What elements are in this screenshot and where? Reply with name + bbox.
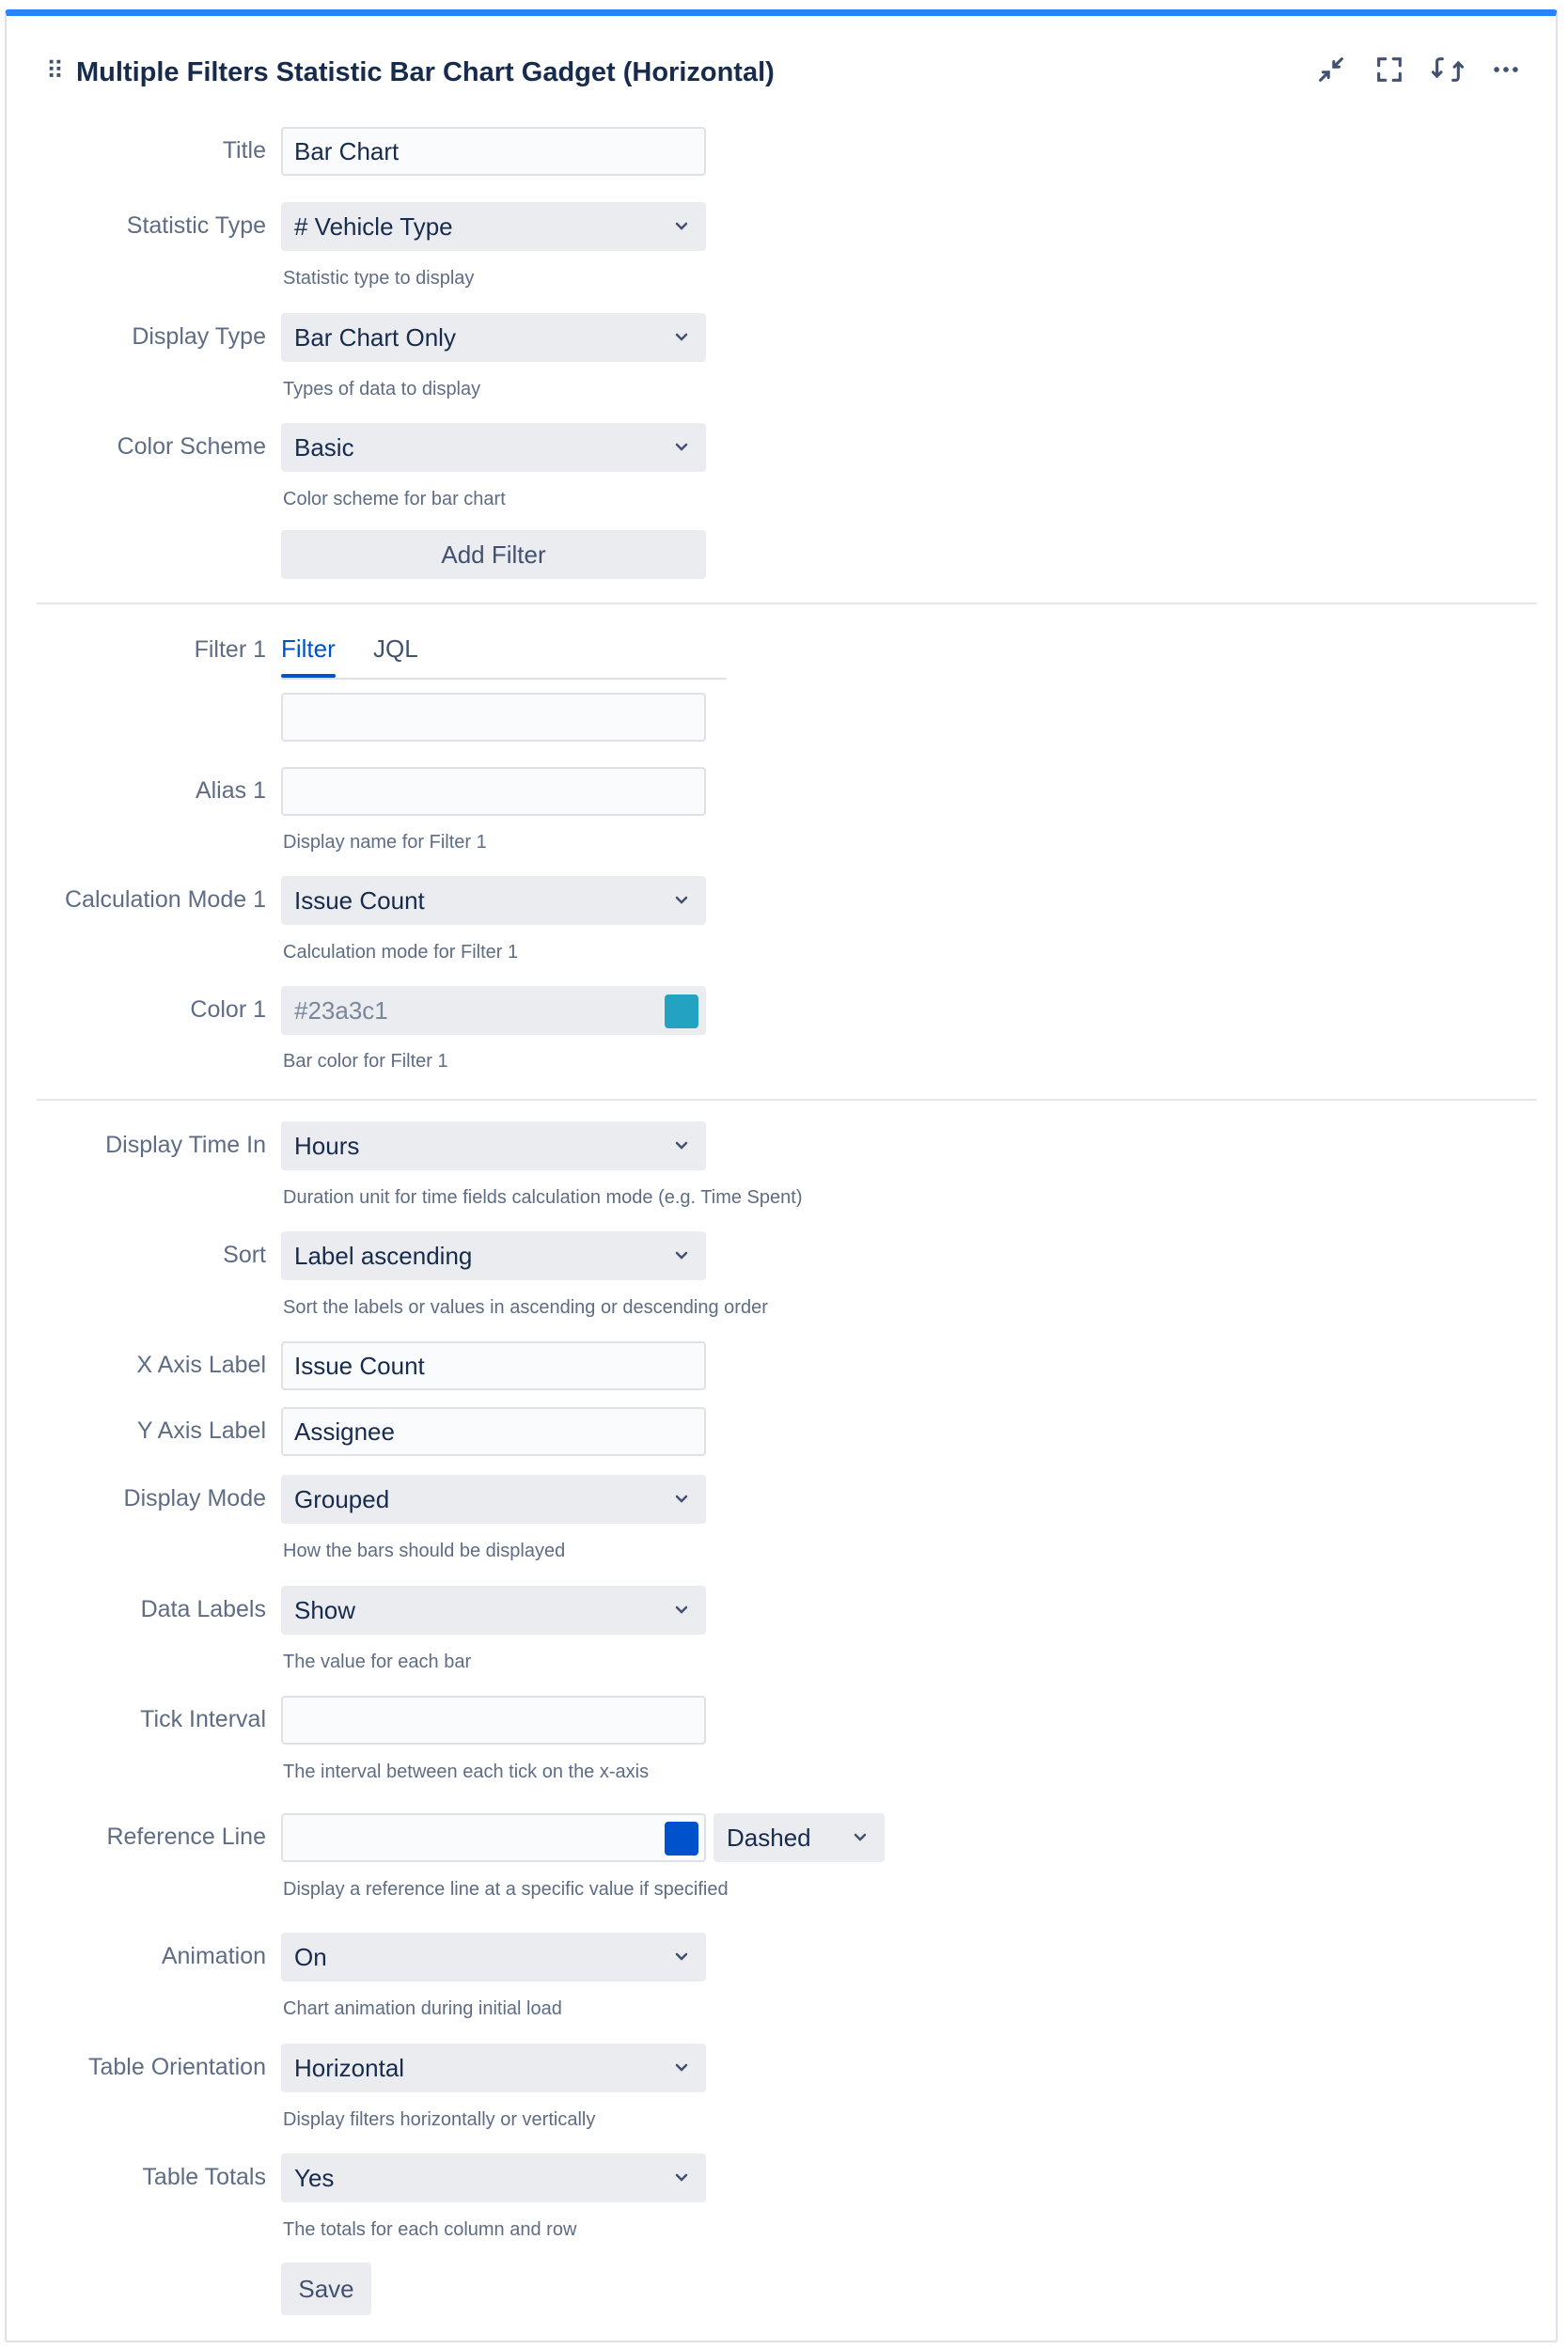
reference-line-label: Reference Line bbox=[106, 1824, 266, 1850]
tick-interval-input[interactable] bbox=[281, 1696, 706, 1745]
reference-line-help: Display a reference line at a specific value if specified bbox=[283, 1879, 729, 1900]
color-1-swatch[interactable] bbox=[665, 994, 698, 1028]
sort-label: Sort bbox=[223, 1242, 266, 1268]
display-mode-select[interactable] bbox=[281, 1475, 706, 1524]
display-mode-value: Grouped bbox=[294, 1484, 390, 1513]
color-scheme-label: Color Scheme bbox=[117, 433, 266, 460]
divider bbox=[37, 603, 1537, 604]
sort-select[interactable] bbox=[281, 1231, 706, 1280]
calculation-mode-1-select[interactable] bbox=[281, 876, 706, 925]
animation-help: Chart animation during initial load bbox=[283, 1998, 562, 2019]
chevron-down-icon bbox=[672, 2169, 691, 2187]
color-1-label: Color 1 bbox=[190, 996, 266, 1023]
filter-tabs bbox=[281, 634, 727, 680]
chevron-down-icon bbox=[672, 1136, 691, 1155]
calculation-mode-1-value: Issue Count bbox=[294, 885, 425, 915]
chevron-down-icon bbox=[672, 217, 691, 236]
reference-line-style-value: Dashed bbox=[727, 1823, 811, 1852]
color-scheme-select[interactable] bbox=[281, 423, 706, 472]
table-totals-value: Yes bbox=[294, 2163, 335, 2192]
color-1-placeholder: #23a3c1 bbox=[294, 995, 388, 1025]
add-filter-button[interactable]: Add Filter bbox=[281, 530, 706, 579]
data-labels-help: The value for each bar bbox=[283, 1652, 472, 1672]
chevron-down-icon bbox=[672, 1246, 691, 1265]
statistic-type-value: # Vehicle Type bbox=[294, 211, 453, 241]
drag-handle-icon[interactable]: ⠿ bbox=[46, 56, 62, 85]
gadget-panel bbox=[5, 9, 1558, 2342]
reference-line-color-swatch[interactable] bbox=[665, 1822, 698, 1856]
statistic-type-select[interactable] bbox=[281, 202, 706, 251]
alias-1-label: Alias 1 bbox=[195, 777, 266, 804]
animation-label: Animation bbox=[161, 1943, 266, 1969]
sort-help: Sort the labels or values in ascending or descending order bbox=[283, 1297, 768, 1318]
chevron-down-icon bbox=[672, 1948, 691, 1966]
reference-line-input[interactable] bbox=[281, 1813, 706, 1862]
x-axis-label-label: X Axis Label bbox=[136, 1352, 266, 1378]
data-labels-value: Show bbox=[294, 1595, 356, 1624]
chevron-down-icon bbox=[672, 328, 691, 347]
data-labels-select[interactable] bbox=[281, 1586, 706, 1635]
filter-1-label: Filter 1 bbox=[194, 636, 266, 663]
color-scheme-help: Color scheme for bar chart bbox=[283, 489, 506, 509]
display-type-help: Types of data to display bbox=[283, 379, 481, 399]
display-time-in-value: Hours bbox=[294, 1131, 360, 1160]
fullscreen-icon[interactable] bbox=[1373, 54, 1405, 86]
calculation-mode-1-label: Calculation Mode 1 bbox=[64, 886, 266, 913]
alias-1-help: Display name for Filter 1 bbox=[283, 832, 487, 853]
display-type-select[interactable] bbox=[281, 313, 706, 362]
divider bbox=[37, 1099, 1537, 1101]
filter-picker-input[interactable] bbox=[281, 693, 706, 742]
animation-value: On bbox=[294, 1942, 327, 1971]
y-axis-label-label: Y Axis Label bbox=[136, 1417, 266, 1444]
alias-1-input[interactable] bbox=[281, 767, 706, 816]
color-1-help: Bar color for Filter 1 bbox=[283, 1051, 448, 1072]
table-totals-select[interactable] bbox=[281, 2153, 706, 2202]
data-labels-label: Data Labels bbox=[140, 1596, 266, 1622]
display-mode-label: Display Mode bbox=[123, 1485, 266, 1511]
animation-select[interactable] bbox=[281, 1933, 706, 1981]
display-type-label: Display Type bbox=[132, 323, 266, 350]
tab-filter[interactable]: Filter bbox=[281, 634, 336, 663]
display-time-in-help: Duration unit for time fields calculation mode (e.g. Time Spent) bbox=[283, 1187, 803, 1208]
tick-interval-help: The interval between each tick on the x-axis bbox=[283, 1762, 650, 1782]
statistic-type-label: Statistic Type bbox=[126, 212, 266, 239]
title-label: Title bbox=[222, 137, 266, 164]
refresh-icon[interactable] bbox=[1432, 54, 1464, 86]
tick-interval-label: Tick Interval bbox=[140, 1706, 266, 1732]
color-1-input[interactable] bbox=[281, 986, 706, 1035]
y-axis-label-input[interactable]: Assignee bbox=[281, 1407, 706, 1456]
table-orientation-label: Table Orientation bbox=[87, 2054, 266, 2080]
display-time-in-label: Display Time In bbox=[105, 1132, 266, 1158]
display-mode-help: How the bars should be displayed bbox=[283, 1541, 566, 1561]
header-actions bbox=[1315, 54, 1522, 86]
table-totals-help: The totals for each column and row bbox=[283, 2219, 577, 2240]
more-icon[interactable] bbox=[1490, 54, 1522, 86]
save-button[interactable]: Save bbox=[281, 2263, 371, 2315]
statistic-type-help: Statistic type to display bbox=[283, 268, 475, 289]
x-axis-label-input[interactable]: Issue Count bbox=[281, 1341, 706, 1390]
chevron-down-icon bbox=[672, 891, 691, 910]
table-orientation-select[interactable] bbox=[281, 2044, 706, 2092]
chevron-down-icon bbox=[672, 438, 691, 457]
display-type-value: Bar Chart Only bbox=[294, 322, 456, 352]
chevron-down-icon bbox=[851, 1828, 870, 1847]
calculation-mode-1-help: Calculation mode for Filter 1 bbox=[283, 942, 519, 963]
chevron-down-icon bbox=[672, 1490, 691, 1509]
table-orientation-help: Display filters horizontally or vertically bbox=[283, 2109, 596, 2130]
gadget-title: Multiple Filters Statistic Bar Chart Gadget (Horizontal) bbox=[76, 57, 775, 87]
tab-jql[interactable]: JQL bbox=[373, 634, 418, 663]
table-orientation-value: Horizontal bbox=[294, 2053, 405, 2082]
chevron-down-icon bbox=[672, 2059, 691, 2077]
reference-line-style-select[interactable] bbox=[713, 1813, 885, 1862]
minimize-icon[interactable] bbox=[1315, 54, 1347, 86]
display-time-in-select[interactable] bbox=[281, 1121, 706, 1170]
chevron-down-icon bbox=[672, 1601, 691, 1620]
color-scheme-value: Basic bbox=[294, 432, 354, 462]
title-input[interactable]: Bar Chart bbox=[281, 127, 706, 176]
table-totals-label: Table Totals bbox=[142, 2164, 266, 2190]
sort-value: Label ascending bbox=[294, 1241, 473, 1270]
